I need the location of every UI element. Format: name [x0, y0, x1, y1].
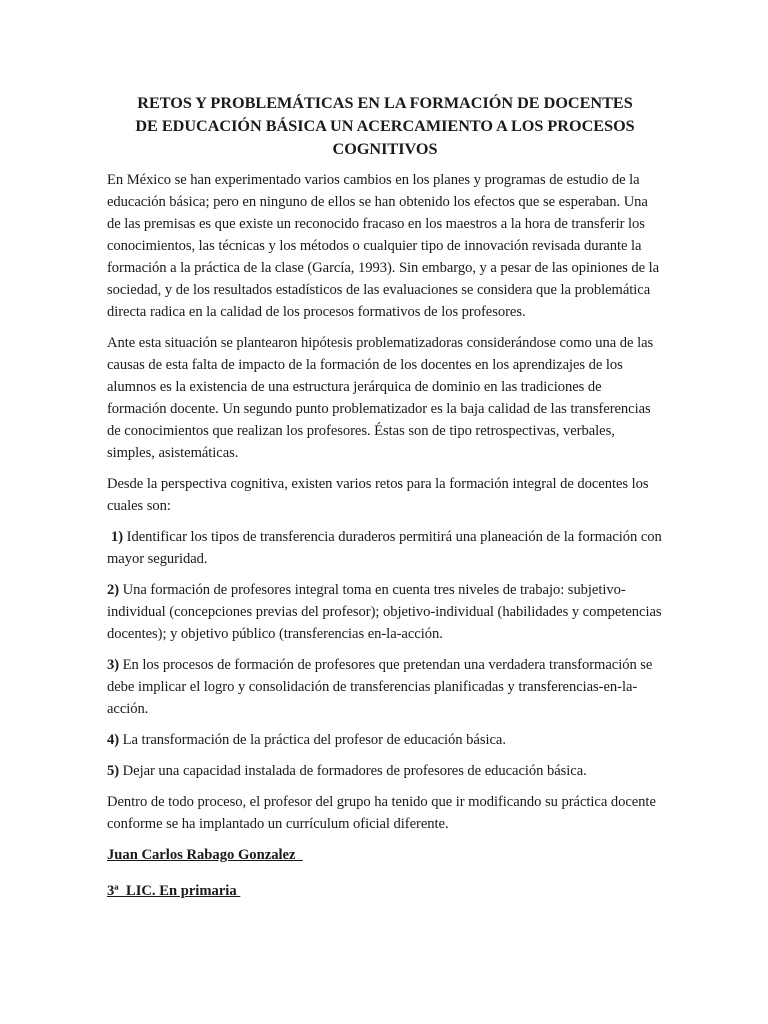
author-name: Juan Carlos Rabago Gonzalez: [107, 847, 303, 863]
list-item: [107, 654, 663, 720]
list-item-text: En los procesos de formación de profesores que pretendan una verdadera transformación se debe implicar el logro y consolidación de transferencias planificadas y transferencias-en-la-acción.: [107, 657, 653, 717]
document-page: [107, 92, 663, 916]
list-item: [107, 729, 663, 751]
program-label: 3ª LIC. En primaria: [107, 883, 241, 899]
list-item: [107, 579, 663, 645]
list-item-number: 1): [111, 529, 124, 545]
list-item-number: 2): [107, 582, 120, 598]
paragraph-closing: Dentro de todo proceso, el profesor del grupo ha tenido que ir modificando su práctica docente conforme se ha implantado un currículum oficial diferente.: [107, 794, 656, 832]
list-item-text: Identificar los tipos de transferencia duraderos permitirá una planeación de la formación con mayor seguridad.: [107, 529, 662, 567]
document-title: RETOS Y PROBLEMÁTICAS EN LA FORMACIÓN DE DOCENTES DE EDUCACIÓN BÁSICA UN ACERCAMIENTO A LOS PROCESOS COGNITIVOS: [135, 94, 635, 158]
list-item: [107, 760, 663, 782]
list-item-number: 4): [107, 732, 120, 748]
list-item: [107, 526, 663, 570]
list-item-number: 3): [107, 657, 120, 673]
list-item-text: Dejar una capacidad instalada de formadores de profesores de educación básica.: [122, 763, 587, 779]
paragraph-intro: En México se han experimentado varios cambios en los planes y programas de estudio de la educación básica; pero en ninguno de ellos se han obtenido los efectos que se esperaban. Una de las premisas es que existe un reconocido fracaso en los maestros a la hora de transferir los conocimientos, las técnicas y los métodos o cualquier tipo de innovación revisada durante la formación a la práctica de la clase (García, 1993). Sin embargo, y a pesar de las opiniones de la sociedad, y de los resultados estadísticos de las evaluaciones se considera que la problemática directa radica en la calidad de los procesos formativos de los profesores.: [107, 172, 660, 320]
list-item-text: Una formación de profesores integral toma en cuenta tres niveles de trabajo: subjetivo-individual (concepciones previas del profesor); objetivo-individual (habilidades y competencias docentes); y objetivo público (transferencias en-la-acción.: [107, 582, 662, 642]
list-item-number: 5): [107, 763, 120, 779]
list-item-text: La transformación de la práctica del profesor de educación básica.: [122, 732, 506, 748]
paragraph-hypothesis: Ante esta situación se plantearon hipótesis problematizadoras considerándose como una de las causas de esta falta de impacto de la formación de los docentes en los aprendizajes de los alumnos es la existencia de una estructura jerárquica de dominio en las tradiciones de formación docente. Un segundo punto problematizador es la baja calidad de las transferencias de conocimientos que realizan los profesores. Éstas son de tipo retrospectivas, verbales, simples, asistemáticas.: [107, 335, 654, 461]
paragraph-perspective: Desde la perspectiva cognitiva, existen varios retos para la formación integral de docentes los cuales son:: [107, 476, 649, 514]
